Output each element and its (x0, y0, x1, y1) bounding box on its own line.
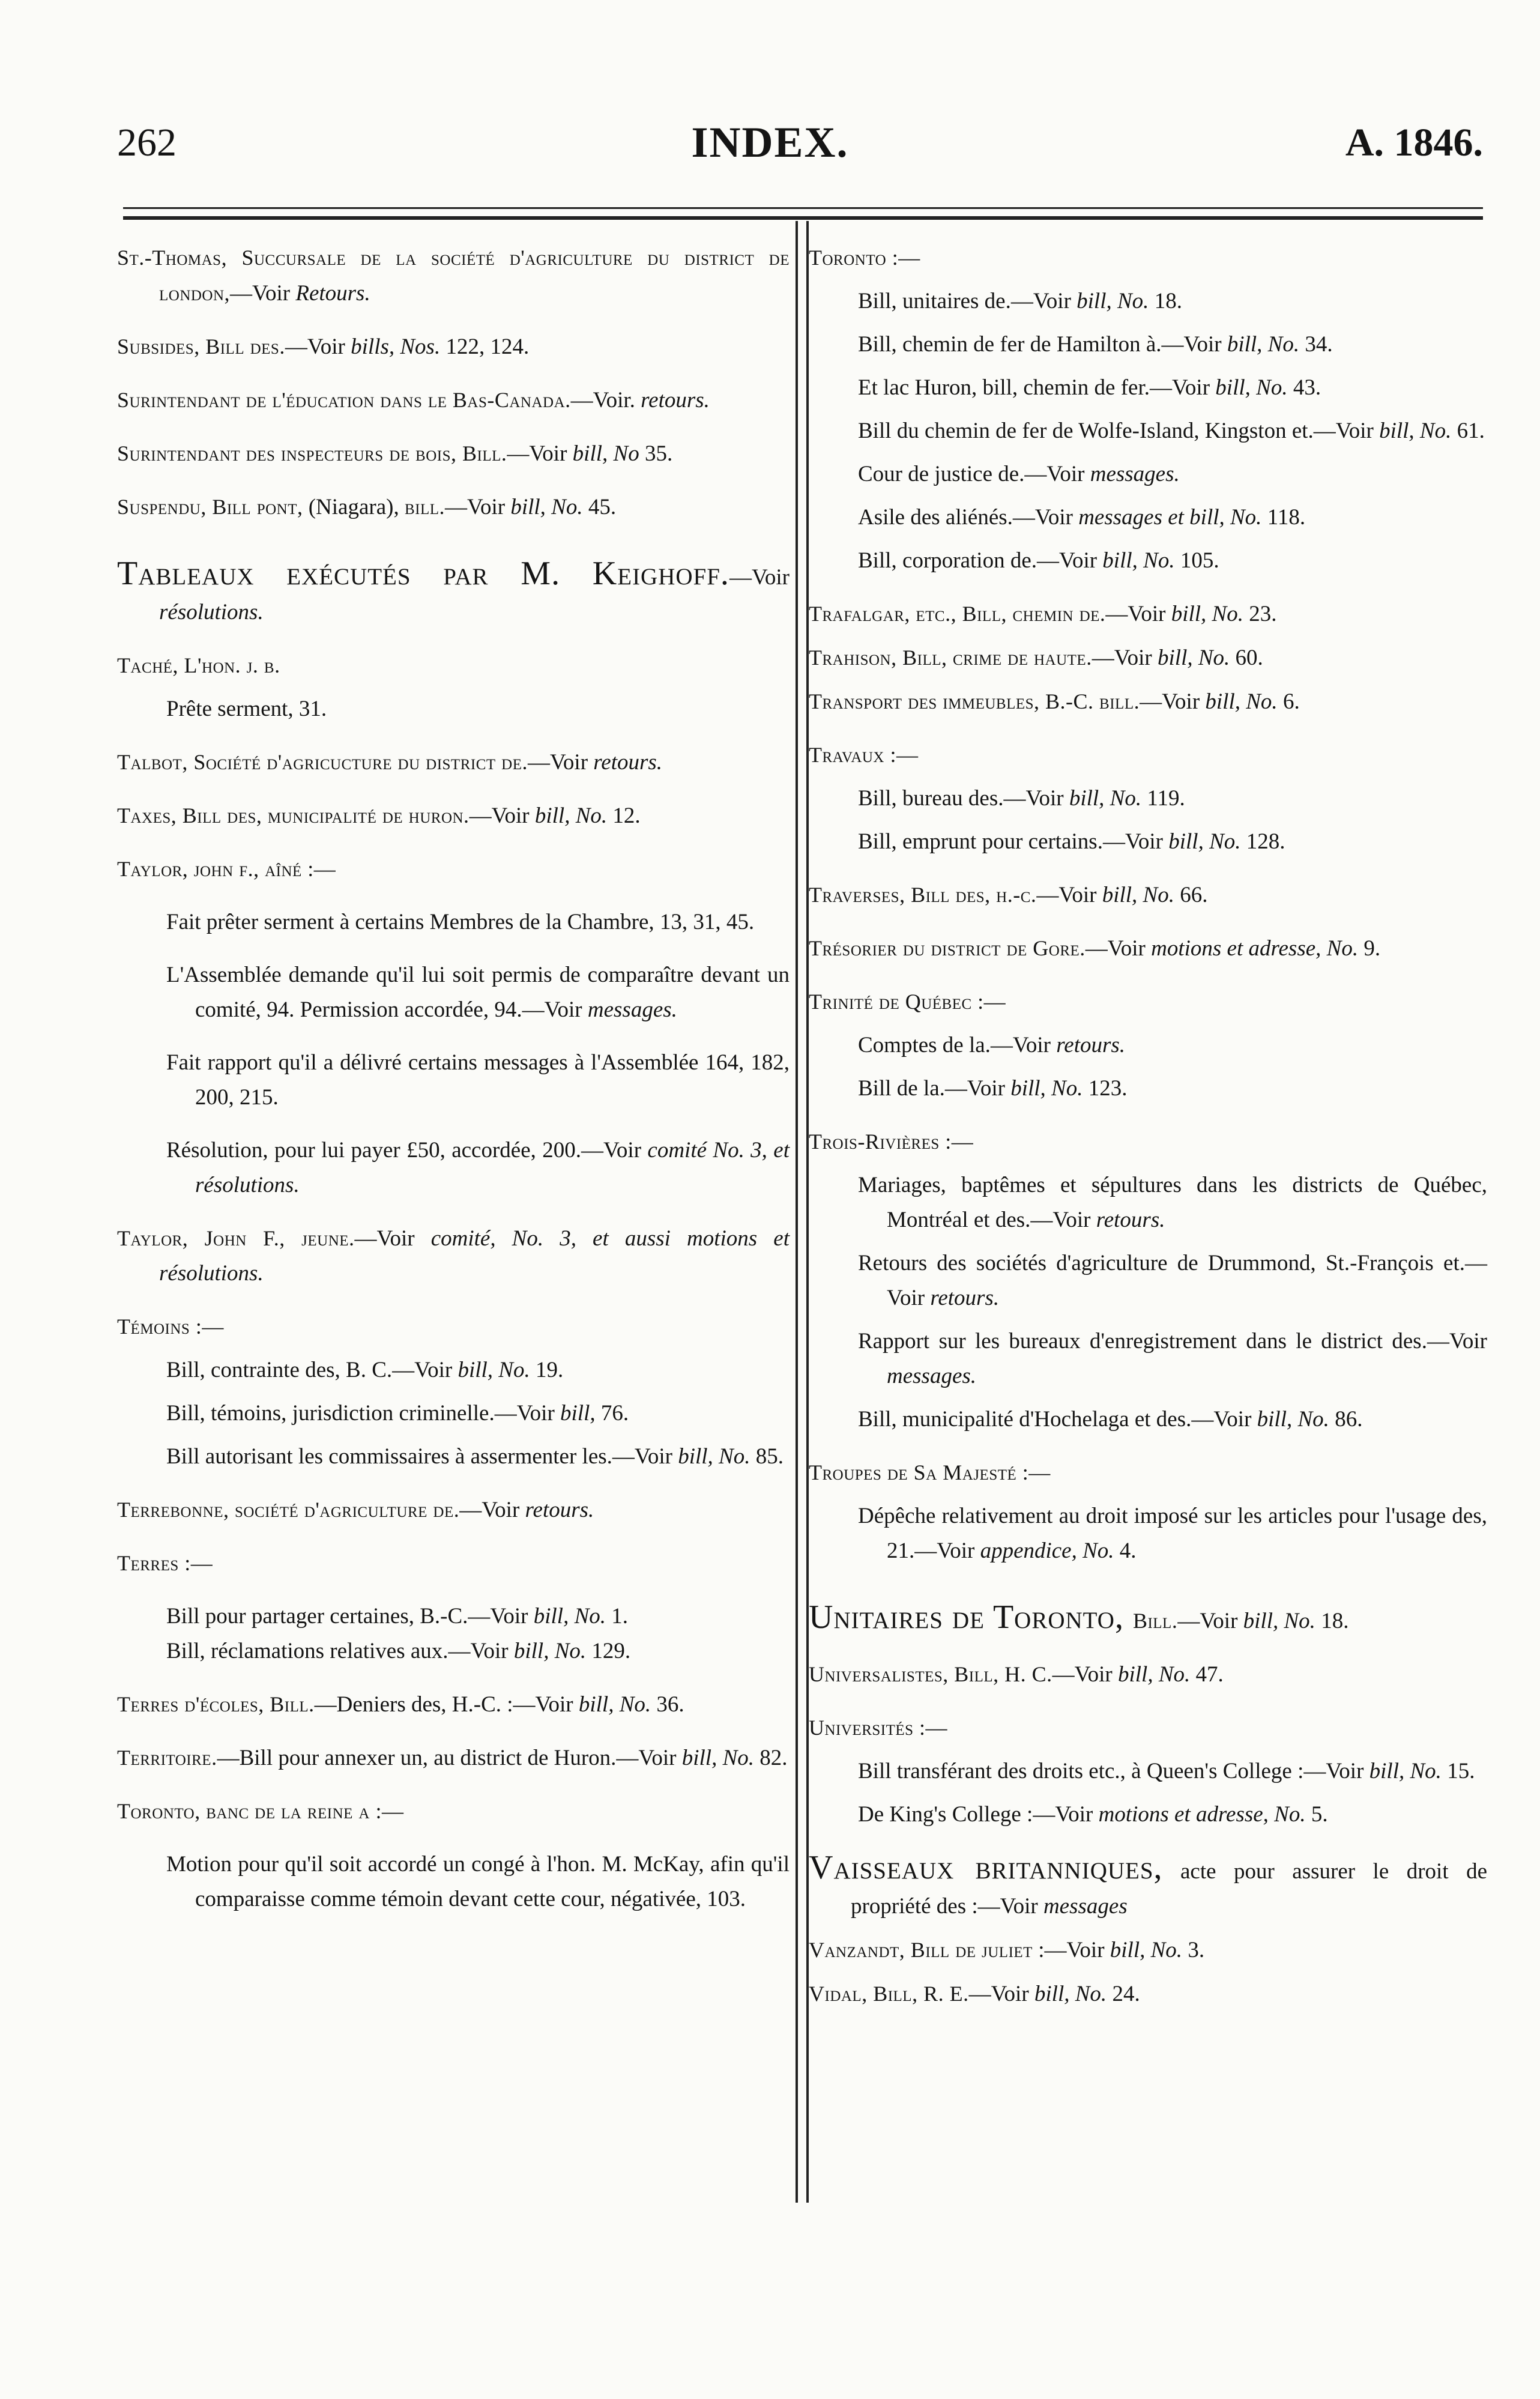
page-number: 262 (117, 121, 177, 165)
index-subentry: Résolution, pour lui payer £50, accordée, 200.—Voir comité No. 3, et résolutions. (166, 1138, 790, 1197)
index-subentry: Et lac Huron, bill, chemin de fer.—Voir bill, No. 43. (858, 375, 1321, 400)
index-entry: Toronto :— (809, 246, 920, 270)
index-entry: Surintendant des inspecteurs de bois, Bill.—Voir bill, No 35. (117, 441, 673, 466)
index-entry: Suspendu, Bill pont, (Niagara), bill.—Voir bill, No. 45. (117, 495, 617, 519)
index-entry: Toronto, banc de la reine a :— (117, 1799, 404, 1823)
index-entry: Terres :— (117, 1551, 213, 1575)
index-entry: Témoins :— (117, 1314, 224, 1339)
index-subentry: Bill, bureau des.—Voir bill, No. 119. (858, 786, 1185, 811)
right-column (809, 240, 1487, 2012)
index-entry: Taylor, john f., aîné :— (117, 857, 336, 881)
index-entry: Travaux :— (809, 743, 919, 767)
index-entry: Trahison, Bill, crime de haute.—Voir bill, No. 60. (809, 646, 1263, 670)
index-subentry: Bill de la.—Voir bill, No. 123. (858, 1076, 1128, 1101)
index-subentry: Comptes de la.—Voir retours. (858, 1033, 1126, 1057)
index-subentry: Fait prêter serment à certains Membres de la Chambre, 13, 31, 45. (166, 910, 755, 934)
index-entry: Surintendant de l'éducation dans le Bas-Canada.—Voir. retours. (117, 388, 710, 413)
index-subentry: Motion pour qu'il soit accordé un congé à l'hon. M. McKay, afin qu'il comparaisse comme témoin devant cette cour, négativée, 103. (166, 1852, 790, 1911)
index-subentry: Bill, corporation de.—Voir bill, No. 105. (858, 548, 1219, 573)
index-subentry: Bill, chemin de fer de Hamilton à.—Voir bill, No. 34. (858, 332, 1333, 357)
index-subentry: Retours des sociétés d'agriculture de Drummond, St.-François et.—Voir retours. (858, 1251, 1487, 1310)
index-entry: Universités :— (809, 1716, 948, 1740)
index-entry: Trois-Rivières :— (809, 1130, 974, 1154)
index-subentry: Dépêche relativement au droit imposé sur les articles pour l'usage des, 21.—Voir appendice, No. 4. (858, 1504, 1487, 1563)
page-title: INDEX. (691, 118, 849, 166)
index-subentry: Bill, unitaires de.—Voir bill, No. 18. (858, 289, 1182, 313)
index-subentry: Bill transférant des droits etc., à Queen's College :—Voir bill, No. 15. (858, 1759, 1475, 1783)
index-entry: Talbot, Société d'agricucture du district de.—Voir retours. (117, 750, 663, 775)
index-subentry: L'Assemblée demande qu'il lui soit permis de comparaître devant un comité, 94. Permission accordée, 94.—Voir messages. (166, 963, 790, 1022)
index-entry: St.-Thomas, Succursale de la société d'agriculture du district de london,—Voir Retours. (117, 246, 790, 306)
index-entry: Taylor, John F., jeune.—Voir comité, No. 3, et aussi motions et résolutions. (117, 1226, 790, 1286)
index-subentry: Mariages, baptêmes et sépultures dans les districts de Québec, Montréal et des.—Voir retours. (858, 1173, 1487, 1232)
index-entry: Terres d'écoles, Bill.—Deniers des, H.-C. :—Voir bill, No. 36. (117, 1692, 684, 1717)
index-subentry: Bill autorisant les commissaires à assermenter les.—Voir bill, No. 85. (166, 1444, 784, 1469)
page-year: A. 1846. (1345, 121, 1483, 165)
header-rule-thick (123, 216, 1483, 220)
index-entry: Subsides, Bill des.—Voir bills, Nos. 122, 124. (117, 334, 530, 359)
index-subentry: Rapport sur les bureaux d'enregistrement dans le district des.—Voir messages. (858, 1329, 1487, 1388)
left-column (117, 240, 790, 1917)
index-subentry: De King's College :—Voir motions et adresse, No. 5. (858, 1802, 1328, 1827)
index-subentry: Cour de justice de.—Voir messages. (858, 462, 1180, 486)
index-subentry: Bill du chemin de fer de Wolfe-Island, Kingston et.—Voir bill, No. 61. (858, 419, 1485, 443)
index-entry: Taché, L'hon. j. b. (117, 653, 280, 677)
index-subentry: Bill pour partager certaines, B.-C.—Voir bill, No. 1. (166, 1604, 629, 1629)
index-entry-letter-u: Unitaires de Toronto, Bill.—Voir bill, No. 18. (809, 1599, 1349, 1636)
index-entry: Universalistes, Bill, H. C.—Voir bill, No. 47. (809, 1662, 1224, 1687)
index-subentry: Bill, contrainte des, B. C.—Voir bill, No. 19. (166, 1358, 564, 1382)
index-entry: Vanzandt, Bill de juliet :—Voir bill, No. 3. (809, 1938, 1205, 1962)
index-subentry: Bill, emprunt pour certains.—Voir bill, No. 128. (858, 829, 1285, 854)
index-entry: Trafalgar, etc., Bill, chemin de.—Voir bill, No. 23. (809, 602, 1277, 626)
index-entry: Trésorier du district de Gore.—Voir motions et adresse, No. 9. (809, 936, 1381, 961)
index-subentry: Bill, municipalité d'Hochelaga et des.—Voir bill, No. 86. (858, 1407, 1363, 1432)
index-entry: Trinité de Québec :— (809, 990, 1006, 1014)
index-subentry: Fait rapport qu'il a délivré certains messages à l'Assemblée 164, 182, 200, 215. (166, 1050, 790, 1110)
index-entry: Troupes de Sa Majesté :— (809, 1460, 1051, 1484)
index-subentry: Asile des aliénés.—Voir messages et bill, No. 118. (858, 505, 1306, 530)
page-header (0, 0, 1540, 192)
index-entry: Territoire.—Bill pour annexer un, au district de Huron.—Voir bill, No. 82. (117, 1746, 788, 1770)
index-entry: Taxes, Bill des, municipalité de huron.—Voir bill, No. 12. (117, 803, 641, 828)
index-subentry: Bill, témoins, jurisdiction criminelle.—Voir bill, 76. (166, 1401, 629, 1426)
index-subentry: Bill, réclamations relatives aux.—Voir bill, No. 129. (166, 1639, 631, 1663)
index-entry-letter-t: Tableaux exécutés par M. Keighoff.—Voir résolutions. (117, 555, 790, 625)
column-divider (796, 221, 809, 2203)
index-entry: Terrebonne, société d'agriculture de.—Voir retours. (117, 1498, 594, 1522)
header-rule-thin (123, 207, 1483, 209)
index-entry: Transport des immeubles, B.-C. bill.—Voir bill, No. 6. (809, 689, 1300, 714)
index-entry: Vidal, Bill, R. E.—Voir bill, No. 24. (809, 1982, 1140, 2006)
index-entry: Traverses, Bill des, h.-c.—Voir bill, No. 66. (809, 883, 1208, 907)
index-entry-letter-v: Vaisseaux britanniques, acte pour assurer le droit de propriété des :—Voir messages (809, 1849, 1487, 1919)
index-subentry: Prête serment, 31. (166, 697, 327, 721)
